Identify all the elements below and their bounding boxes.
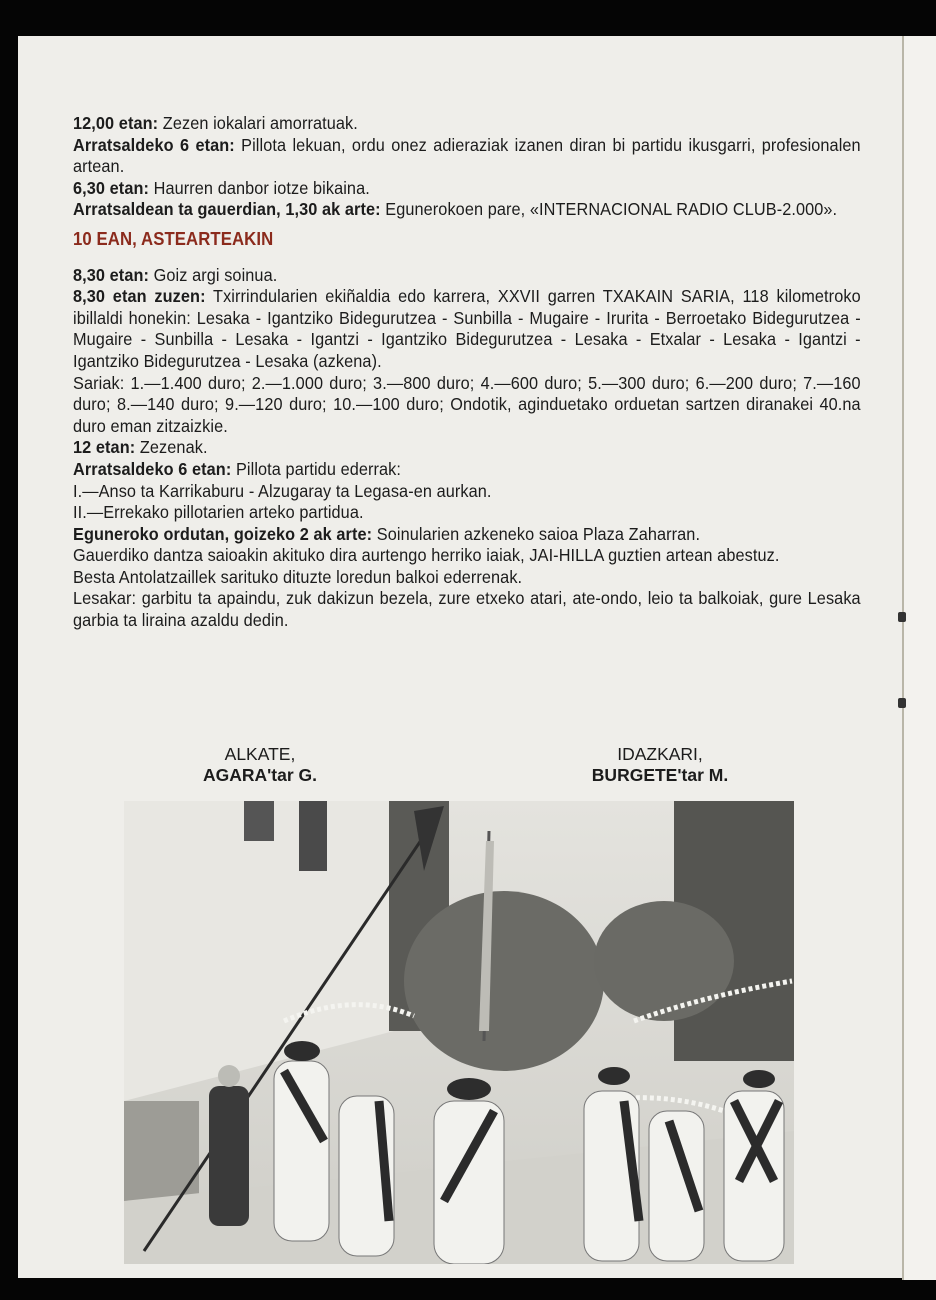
program-entry-time: 12 etan: [73,437,136,458]
program-entry [73,178,861,200]
program-entry [73,373,861,438]
program-after-heading [73,264,861,632]
program-entry [73,113,861,135]
day-heading: 10 EAN, ASTEARTEAKIN [73,228,274,249]
signature-role: IDAZKARI, [617,744,703,764]
program-entry-text: I.—Anso ta Karrikaburu - Alzugaray ta Legasa-en aurkan. [73,480,492,501]
program-entry-text: Sariak: 1.—1.400 duro; 2.—1.000 duro; 3.—800 duro; 4.—600 duro; 5.—300 duro; 6.—200 duro; 7.—160 duro; 8.—140 duro; 9.—120 duro; 10.—100 duro; Ondotik, aginduetako orduetan sartzen diranakei 40.na duro eman zitzaizkie. [73,372,861,436]
program-entry [73,265,861,287]
program-entry-text: Pillota lekuan, ordu onez adieraziak izanen diran bi partidu ikusgarri, profesionalen artean. [73,134,861,177]
next-page-edge [902,36,936,1280]
program-entry-text: Zezenak. [135,437,208,458]
program-before-heading [73,113,861,221]
program-entry-time: Arratsaldeko 6 etan: [73,458,232,479]
program-entry-text: Soinularien azkeneko saioa Plaza Zaharran. [372,523,701,544]
program-entry-time: Eguneroko ordutan, goizeko 2 ak arte: [73,523,373,544]
signature-secretary [575,744,745,786]
program-entry-time: Arratsaldeko 6 etan: [73,134,235,155]
program-entry [73,524,861,546]
signature-role: ALKATE, [224,744,296,764]
program-entry-text: Egunerokoen pare, «INTERNACIONAL RADIO CLUB-2.000». [380,199,838,220]
program-entry [73,545,861,567]
program-entry [73,481,861,503]
program-entry-text: Pillota partidu ederrak: [231,458,402,479]
binding-staple [898,698,906,708]
program-entry [73,567,861,589]
program-entry-text: Goiz argi soinua. [149,264,278,285]
program-entry-text: Zezen iokalari amorratuak. [158,113,358,133]
program-entry-time: 12,00 etan: [73,113,159,133]
program-entry-text: Lesakar: garbitu ta apaindu, zuk dakizun bezela, zure etxeko atari, ate-ondo, leio ta balkoiak, gure Lesaka garbia ta liraina azaldu dedin. [73,588,861,631]
program-entry [73,286,861,372]
program-entry [73,459,861,481]
program-entry-text: Besta Antolatzaillek sarituko dituzte loredun balkoi ederrenak. [73,566,523,587]
program-entry [73,588,861,631]
program-entry-time: 8,30 etan zuzen: [73,286,206,307]
dancers-photo-illustration [124,801,794,1264]
program-entry-text: Haurren danbor iotze bikaina. [149,177,370,198]
program-entry-time: 8,30 etan: [73,264,150,285]
program-entry [73,135,861,178]
signatures [180,744,780,794]
dancers-photo [124,801,794,1264]
program-entry-text: Gauerdiko dantza saioakin akituko dira aurtengo herriko iaiak, JAI-HILLA guztien artean abestuz. [73,545,780,566]
program-entry-text: II.—Errekako pillotarien arteko partidua. [73,502,364,523]
binding-staple [898,612,906,622]
signature-name: BURGETE'tar M. [591,765,729,785]
program-entry-time: 6,30 etan: [73,177,150,198]
program-entry [73,199,861,221]
program-entry [73,502,861,524]
program-entry-text: Txirrindularien ekiñaldia edo karrera, XXVII garren TXAKAIN SARIA, 118 kilometroko ibillaldi honekin: Lesaka - Igantziko Bidegurutzea - Sunbilla - Mugaire - Irurita - Berroetako Bidegurutzea - Mugaire - Sunbilla - Lesaka - Igantzi - Igantziko Bidegurutzea - Lesaka - Etxalar - Lesaka - Igantzi - Igantziko Bidegurutzea - Lesaka (azkena). [73,286,861,371]
signature-name: AGARA'tar G. [202,765,318,785]
program-entry-time: Arratsaldean ta gauerdian, 1,30 ak arte: [73,199,381,220]
signature-mayor [180,744,340,786]
program-text [73,113,861,632]
program-entry [73,437,861,459]
